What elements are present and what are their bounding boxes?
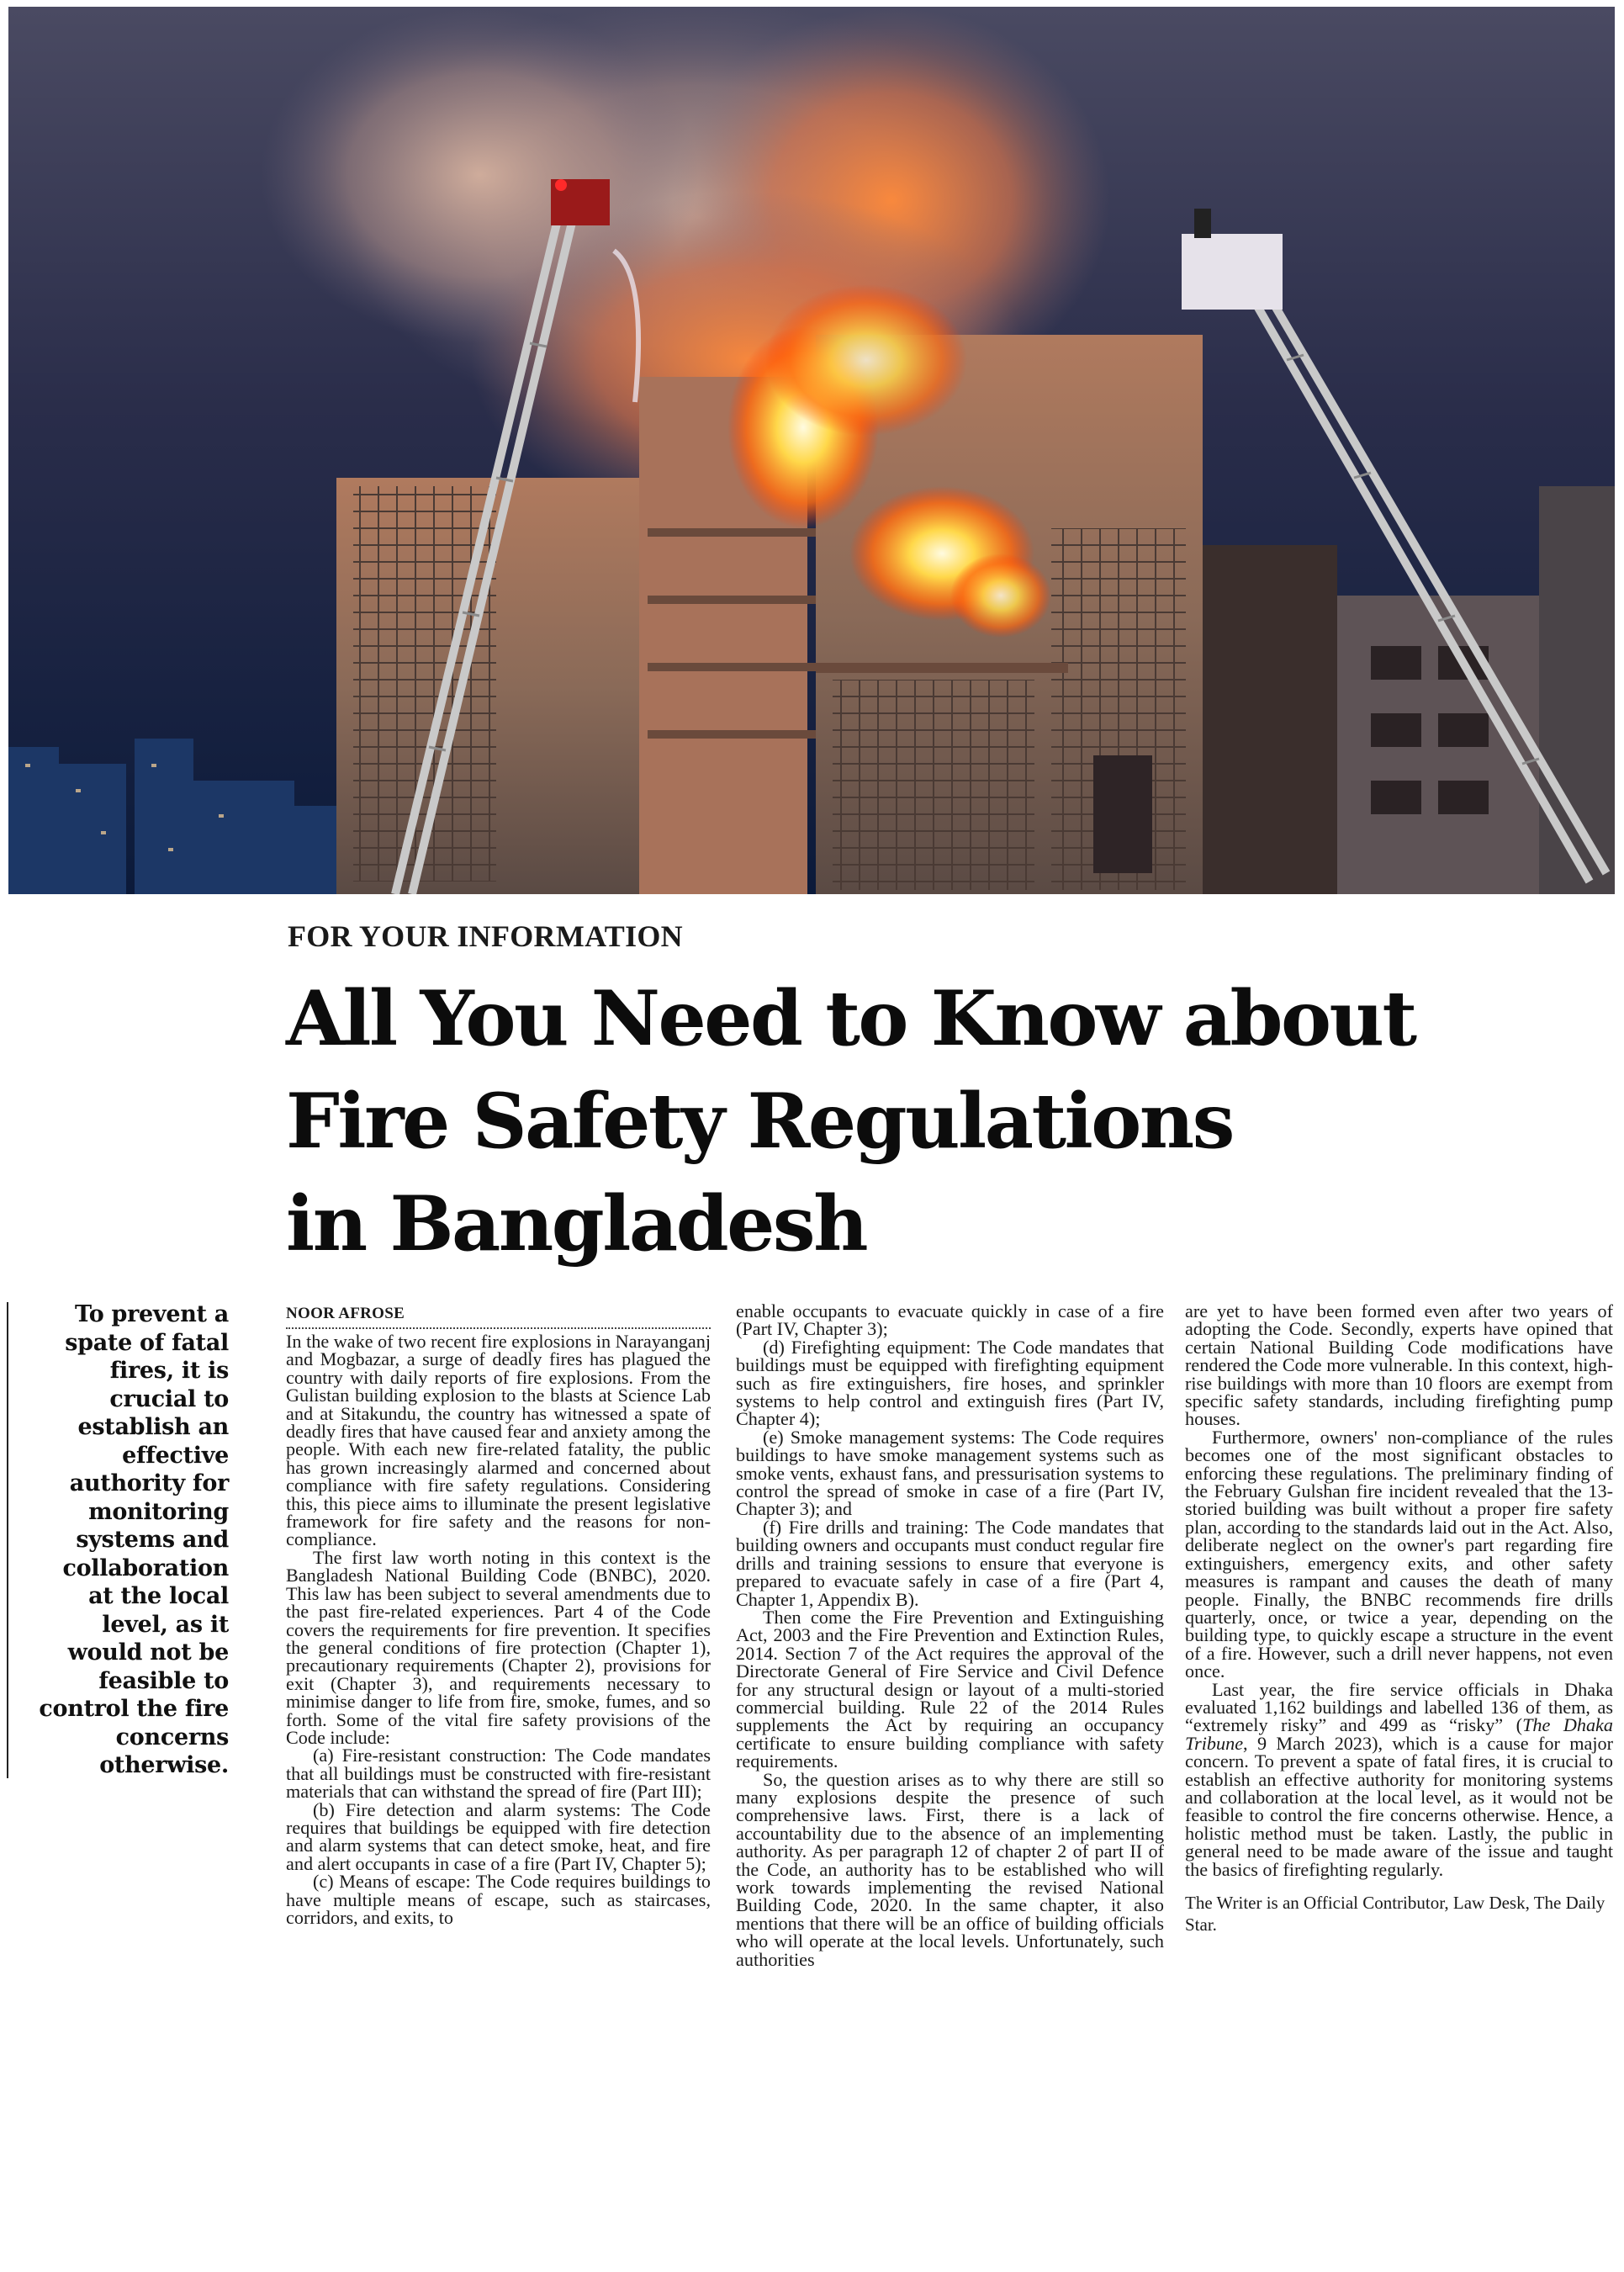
source-citation: The Dhaka Tribune <box>1185 1714 1613 1754</box>
paragraph-text: Last year, the fire service officials in Dhaka evaluated 1,162 buildings and labelled 136 of them, as “extremely risky” and 499 as “risky” ( <box>1185 1678 1613 1736</box>
article-column-1 <box>286 1332 711 1926</box>
headline-line-2: Fire Safety Regulations <box>286 1077 1233 1166</box>
paragraph: (a) Fire-resistant construction: The Code mandates that all buildings must be constructed with fire-resistant materials that can withstand the spread of fire (Part III); <box>286 1745 711 1803</box>
article-column-3 <box>1185 1302 1613 1936</box>
paragraph: Furthermore, owners' non-compliance of the rules becomes one of the most significant obstacles to enforcing these regulations. The preliminary finding of the February Gulshan fire incident revealed that the 13-storied building was built without a proper fire safety plan, according to the standards laid out in the Act. Also, deliberate neglect on the owner's part regarding fire extinguishers, emergency exits, and other safety measures is rampant and causes the death of many people. Finally, the BNBC recommends fire drills quarterly, once, or twice a year, depending on the building type, to quickly escape a structure in the event of a fire. However, such a drill never happens, not even once. <box>1185 1426 1613 1682</box>
paragraph: Then come the Fire Prevention and Extinguishing Act, 2003 and the Fire Prevention and Extinction Rules, 2014. Section 7 of the Act requires the approval of the Directorate General of Fire Service and Civil Defence for any structural design or layout of a multi-storied commercial building. Rule 22 of the 2014 Rules supplements the Act by requiring an occupancy certificate to ensure building compliance with safety requirements. <box>736 1606 1164 1772</box>
paragraph: enable occupants to evacuate quickly in case of a fire (Part IV, Chapter 3); <box>736 1300 1164 1340</box>
author-note: The Writer is an Official Contributor, Law Desk, The Daily Star. <box>1185 1893 1605 1935</box>
paragraph <box>1185 1678 1613 1880</box>
paragraph: are yet to have been formed even after two years of adopting the Code. Secondly, experts have opined that certain National Building Code modifications have rendered the Code more vulnerable. In this context, high-rise buildings with more than 10 floors are exempt from specific safety standards, including firefighting pump houses. <box>1185 1300 1613 1430</box>
paragraph: The first law worth noting in this context is the Bangladesh National Building Code (BNBC), 2020. This law has been subject to several amendments due to the past fire-related experiences. Part 4 of the Code covers the requirements for fire prevention. It specifies the general conditions of fire protection (Chapter 1), precautionary requirements (Chapter 2), provisions for exit (Chapter 3), and requirements necessary to minimise danger to life from fire, smoke, fumes, and so forth. Some of the vital fire safety provisions of the Code include: <box>286 1546 711 1748</box>
paragraph: In the wake of two recent fire explosions in Narayanganj and Mogbazar, a surge of deadly fires has plagued the country with daily reports of fire explosions. From the Gulistan building explosion to the blasts at Science Lab and at Sitakundu, the country has witnessed a spate of deadly fires that have caused fear and anxiety among the people. With each new fire-related fatality, the public has grown increasingly alarmed and concerned about compliance with fire safety regulations. Considering this, this piece aims to illuminate the present legislative framework for fire safety and the reasons for non-compliance. <box>286 1331 711 1550</box>
paragraph: (f) Fire drills and training: The Code mandates that building owners and occupants must conduct regular fire drills and training sessions to ensure that everyone is prepared to evacuate safely in case of a fire (Part 4, Chapter 1, Appendix B). <box>736 1516 1164 1610</box>
article-column-2 <box>736 1302 1164 1968</box>
paragraph: (b) Fire detection and alarm systems: The Code requires that buildings be equipped with fire detection and alarm systems that can detect smoke, heat, and fire and alert occupants in case of a fire (Part IV, Chapter 5); <box>286 1798 711 1874</box>
byline: NOOR AFROSE <box>286 1305 405 1322</box>
paragraph: So, the question arises as to why there are still so many explosions despite the presence of such comprehensive laws. First, there is a lack of accountability due to the absence of an implementing authority. As per paragraph 12 of chapter 2 of part II of the Code, an authority has to be established who will work towards implementing the revised National Building Code, 2020. In the same chapter, it also mentions that there will be an office of building officials who will operate at the local levels. Unfortunately, such authorities <box>736 1768 1164 1970</box>
article-headline <box>286 967 1598 1275</box>
section-kicker: FOR YOUR INFORMATION <box>288 919 683 953</box>
pull-quote: To prevent a spate of fatal fires, it is crucial to establish an effective authority for monitoring systems and collaboration at the local level, as it would not be feasible to control the fire concerns otherwise. <box>39 1301 229 1778</box>
headline-line-1: All You Need to Know about <box>286 974 1415 1063</box>
byline-divider <box>286 1327 711 1329</box>
headline-line-3: in Bangladesh <box>286 1179 867 1268</box>
fire-photo <box>8 7 1615 894</box>
paragraph: (e) Smoke management systems: The Code requires buildings to have smoke management systems such as smoke vents, exhaust fans, and pressurisation systems to control the spread of smoke in case of a fire (Part IV, Chapter 3); and <box>736 1426 1164 1520</box>
pull-quote-rule <box>7 1302 8 1778</box>
paragraph-text: , 9 March 2023), which is a cause for major concern. To prevent a spate of fatal fires, it is crucial to establish an effective authority for monitoring systems and collaboration at the local level, as it would not be feasible to control the fire concerns otherwise. Hence, a holistic method must be taken. Lastly, the public in general need to be made aware of the issue and taught the basics of firefighting regularly. <box>1185 1732 1613 1880</box>
paragraph: (c) Means of escape: The Code requires buildings to have multiple means of escape, such as staircases, corridors, and exits, to <box>286 1871 711 1928</box>
paragraph: (d) Firefighting equipment: The Code mandates that buildings must be equipped with firefighting equipment such as fire extinguishers, fire hoses, and sprinkler systems to help control and extinguish fires (Part IV, Chapter 4); <box>736 1336 1164 1430</box>
